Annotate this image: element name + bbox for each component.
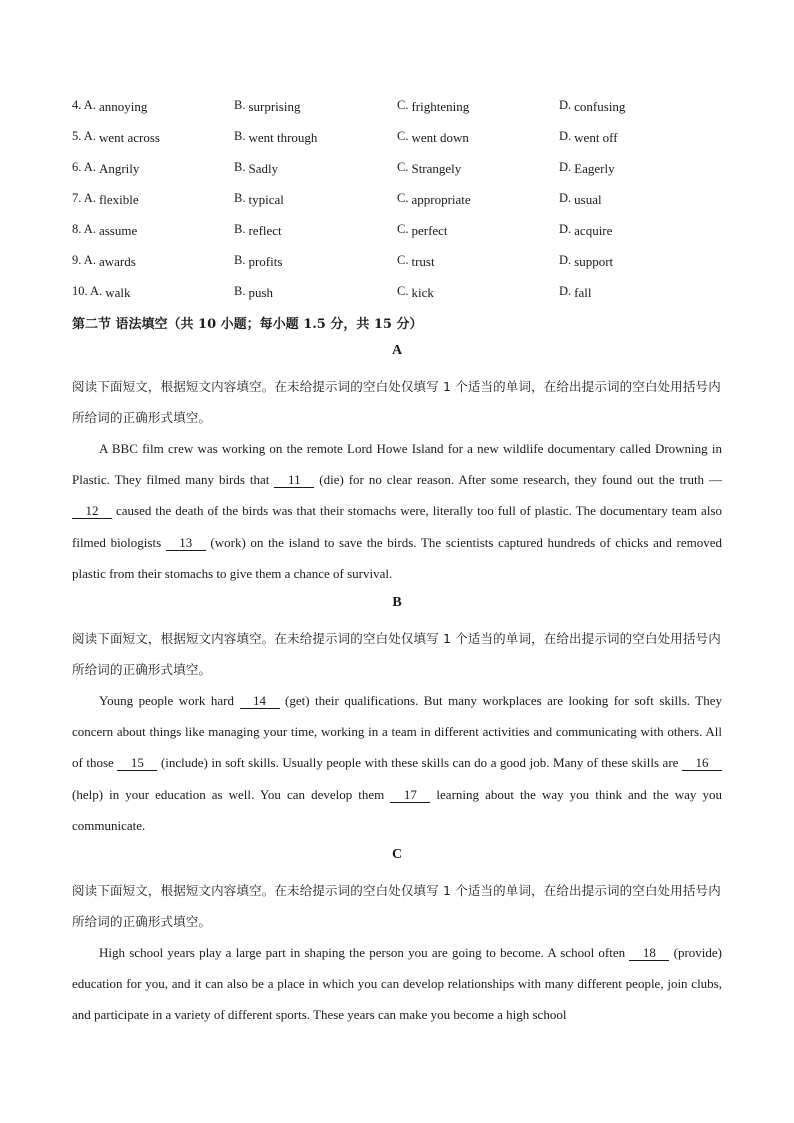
option-row-5 (72, 129, 722, 160)
option-row-4 (72, 98, 722, 129)
option-c: C. trust (397, 253, 435, 269)
options-list (72, 98, 722, 315)
passage-c: High school years play a large part in shaping the person you are going to become. A school often 18 (provide) education for you, and it can also be a place in which you can develop relationships with many different people, join clubs, and participate in a variety of different sports. These years can make you become a high school (72, 945, 722, 1023)
option-c: C. kick (397, 284, 434, 300)
blank-18[interactable]: 18 (629, 946, 669, 961)
option-a: 10. A. walk (72, 284, 131, 300)
option-a: 6. A. Angrily (72, 160, 140, 176)
instruction-c: 阅读下面短文，根据短文内容填空。在未给提示词的空白处仅填写 1 个适当的单词，在给出提示词的空白处用括号内所给词的正确形式填空。 (72, 883, 721, 930)
part-c-heading: C (391, 847, 403, 863)
option-c: C. Strangely (397, 160, 462, 176)
option-c: C. frightening (397, 98, 470, 114)
option-b: B. reflect (234, 222, 282, 238)
part-b-heading: B (392, 595, 402, 611)
option-b: B. surprising (234, 98, 301, 114)
option-d: D. support (559, 253, 614, 269)
part-a-heading: A (391, 343, 403, 358)
option-a: 8. A. assume (72, 222, 138, 238)
option-a: 5. A. went across (72, 129, 160, 145)
option-b: B. typical (234, 191, 284, 207)
option-b: B. Sadly (234, 160, 279, 176)
option-a: 9. A. awards (72, 253, 136, 269)
passage-b: Young people work hard 14 (get) their qualifications. But many workplaces are looking for soft skills. They concern about things like managing your time, working in a team in different activities and communicating with others. All of those 15 (include) in soft skills. Usually people with these skills can do a good job. Many of these skills are 16 (help) in your education as well. You can develop them 17 learning about the way you think and the way you communicate. (72, 693, 722, 833)
option-b: B. push (234, 284, 274, 300)
option-d: D. confusing (559, 98, 626, 114)
option-c: C. perfect (397, 222, 448, 238)
option-row-7 (72, 191, 722, 222)
option-d: D. fall (559, 284, 592, 300)
option-a: 4. A. annoying (72, 98, 148, 114)
blank-11[interactable]: 11 (274, 473, 314, 488)
option-row-9 (72, 253, 722, 284)
option-d: D. Eagerly (559, 160, 615, 176)
option-b: B. went through (234, 129, 318, 145)
instruction-b: 阅读下面短文，根据短文内容填空。在未给提示词的空白处仅填写 1 个适当的单词，在给出提示词的空白处用括号内所给词的正确形式填空。 (72, 631, 721, 678)
option-row-10 (72, 284, 722, 315)
blank-13[interactable]: 13 (166, 536, 206, 551)
option-d: D. went off (559, 129, 618, 145)
section-title: 第二节 语法填空（共 10 小题；每小题 1.5 分，共 15 分） (72, 317, 423, 332)
blank-16[interactable]: 16 (682, 756, 722, 771)
instruction-a: 阅读下面短文，根据短文内容填空。在未给提示词的空白处仅填写 1 个适当的单词，在给出提示词的空白处用括号内所给词的正确形式填空。 (72, 379, 721, 425)
blank-17[interactable]: 17 (390, 788, 430, 803)
option-d: D. usual (559, 191, 602, 207)
exam-page (72, 98, 722, 1031)
option-d: D. acquire (559, 222, 613, 238)
option-c: C. appropriate (397, 191, 471, 207)
blank-14[interactable]: 14 (240, 694, 280, 709)
option-c: C. went down (397, 129, 469, 145)
blank-15[interactable]: 15 (117, 756, 157, 771)
option-row-6 (72, 160, 722, 191)
blank-12[interactable]: 12 (72, 504, 112, 519)
passage-a: A BBC film crew was working on the remote Lord Howe Island for a new wildlife documentary called Drowning in Plastic. They filmed many birds that 11 (die) for no clear reason. After some research, they found out the truth — 12 caused the death of the birds was that their stomachs were, literally too full of plastic. The documentary team also filmed biologists 13 (work) on the island to save the birds. The scientists captured hundreds of chicks and removed plastic from their stomachs to give them a chance of survival. (72, 441, 722, 581)
option-a: 7. A. flexible (72, 191, 139, 207)
option-row-8 (72, 222, 722, 253)
option-b: B. profits (234, 253, 283, 269)
